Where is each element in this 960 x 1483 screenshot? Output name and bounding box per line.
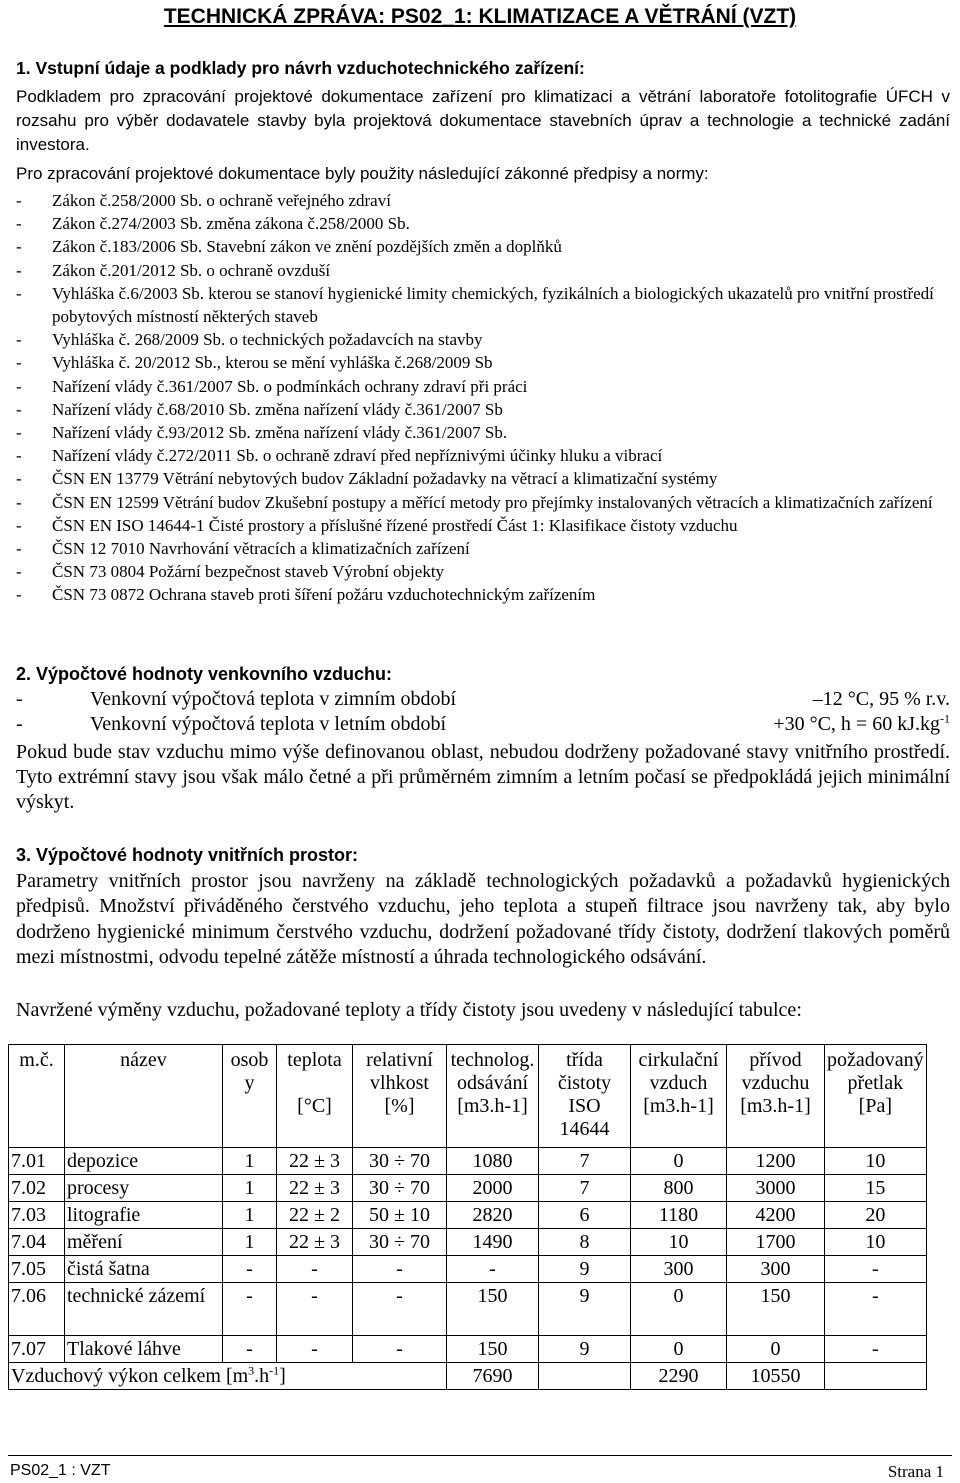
footer-page-number: Strana 1 [887, 1462, 944, 1481]
norm-item: - Zákon č.258/2000 Sb. o ochraně veřejného zdraví [16, 191, 391, 210]
table-row: 7.06 technické zázemí - - - 150 9 0 150 - [9, 1283, 927, 1336]
norm-item: - ČSN 12 7010 Navrhování větracích a klimatizačních zařízení [16, 539, 470, 559]
winter-temperature-value: –12 °C, 95 % r.v. [812, 688, 950, 710]
section-3-table-intro: Navržené výměny vzduchu, požadované teploty a třídy čistoty jsou uvedeny v následující tabulce: [16, 999, 802, 1021]
norm-item: - Nařízení vlády č.272/2011 Sb. o ochraně zdraví před nepříznivými účinky hluku a vibrací [16, 446, 663, 466]
footer-divider [8, 1455, 952, 1456]
table-row: 7.03 litografie 1 22 ± 2 50 ± 10 2820 6 1180 4200 20 [9, 1202, 927, 1229]
section-1-heading: 1. Vstupní údaje a podklady pro návrh vzduchotechnického zařízení: [16, 58, 585, 78]
header-circulating-air: cirkulační vzduch [m3.h-1] [631, 1045, 727, 1148]
section-2-note: Pokud bude stav vzduchu mimo výše definovanou oblast, nebudou dodrženy požadované stavy vnitřního prostředí. Tyto extrémní stavy jsou však málo četné a při průměrném zimním a letním počasí se předpokládá jejich minimální výskyt. [16, 741, 950, 813]
table-header-row [9, 1045, 927, 1148]
header-room-name: název [65, 1045, 223, 1148]
norm-item: - ČSN EN 12599 Větrání budov Zkušební postupy a měřící metody pro přejímky instalovaných větracích a klimatizačních zařízení [16, 492, 933, 512]
norm-item: - ČSN EN 13779 Větrání nebytových budov Základní požadavky na větrací a klimatizační systémy [16, 469, 718, 489]
norm-item: - Vyhláška č. 20/2012 Sb., kterou se mění vyhláška č.268/2009 Sb [16, 353, 493, 373]
table-row: 7.04 měření 1 22 ± 3 30 ÷ 70 1490 8 10 1700 10 [9, 1229, 927, 1256]
header-humidity: relativní vlhkost [%] [353, 1045, 447, 1148]
norm-item: - Zákon č.201/2012 Sb. o ochraně ovzduší [16, 260, 331, 280]
total-circulating-air: 2290 [631, 1363, 727, 1390]
section-3-text: Parametry vnitřních prostor jsou navrženy na základě technologických požadavků a požadavků hygienických předpisů. Množství přiváděného čerstvého vzduchu, jeho teplota a stupeň filtrace jsou navrženy tak, aby bylo dodrženo hygienické minimum čerstvého vzduchu, dodržení požadované třídy čistoty, dodržení tlakových poměrů mezi místnostmi, odvodu tepelné zátěže místností a úhrada technologického odsávání. [16, 870, 950, 969]
norm-item: - Zákon č.183/2006 Sb. Stavební zákon ve znění pozdějších změn a doplňků [16, 237, 562, 257]
norm-item: - Nařízení vlády č.361/2007 Sb. o podmínkách ochrany zdraví při práci [16, 376, 528, 396]
table-row: 7.05 čistá šatna - - - - 9 300 300 - [9, 1256, 927, 1283]
total-supply-air: 10550 [727, 1363, 825, 1390]
section-3-heading: 3. Výpočtové hodnoty vnitřních prostor: [16, 845, 359, 865]
section-1-intro: Podkladem pro zpracování projektové dokumentace zařízení pro klimatizaci a větrání laboratoře fotolitografie ÚFCH v rozsahu pro výběr dodavatele stavby byla projektová dokumentace stavebních úprav a technologie a technické zadání investora. [16, 87, 950, 154]
norm-item: - Vyhláška č. 268/2009 Sb. o technických požadavcích na stavby [16, 330, 483, 350]
norm-item: - Nařízení vlády č.68/2010 Sb. změna nařízení vlády č.361/2007 Sb [16, 399, 503, 419]
norm-item: - ČSN 73 0804 Požární bezpečnost staveb Výrobní objekty [16, 562, 445, 582]
header-supply-air: přívod vzduchu [m3.h-1] [727, 1045, 825, 1148]
header-room-number: m.č. [9, 1045, 65, 1148]
header-persons: osob y [223, 1045, 277, 1148]
room-parameters-table [8, 1044, 927, 1390]
document-title: TECHNICKÁ ZPRÁVA: PS02_1: KLIMATIZACE A VĚTRÁNÍ (VZT) [163, 5, 797, 28]
norm-item: - Zákon č.274/2003 Sb. změna zákona č.258/2000 Sb. [16, 214, 410, 234]
norm-item: - ČSN 73 0872 Ochrana staveb proti šíření požáru vzduchotechnickým zařízením [16, 585, 596, 605]
header-tech-exhaust: technolog. odsávání [m3.h-1] [447, 1045, 539, 1148]
header-temperature: teplota [°C] [277, 1045, 353, 1148]
summer-temperature-label: Venkovní výpočtová teplota v letním období [90, 713, 447, 735]
header-overpressure: požadovaný přetlak [Pa] [825, 1045, 927, 1148]
summer-temperature-value: +30 °C, h = 60 $kJ.kg^{-1}$ [773, 711, 950, 735]
section-2-heading: 2. Výpočtové hodnoty venkovního vzduchu: [16, 664, 393, 684]
table-row: 7.01 depozice 1 22 ± 3 30 ÷ 70 1080 7 0 1200 10 [9, 1148, 927, 1175]
norm-item: - Vyhláška č.6/2003 Sb. kterou se stanoví hygienické limity chemických, fyzikálních a biologických ukazatelů pro vnitřní prostředí pobytových místností některých staveb [16, 283, 934, 327]
table-row: 7.07 Tlakové láhve - - - 150 9 0 0 - [9, 1336, 927, 1363]
total-label: Vzduchový výkon celkem $[m^3.h^{-1}]$ [9, 1363, 447, 1390]
header-cleanliness-class: třída čistoty ISO 14644 [539, 1045, 631, 1148]
section-1-norms-intro: Pro zpracování projektové dokumentace byly použity následující zákonné předpisy a normy: [16, 164, 709, 183]
norm-item: - ČSN EN ISO 14644-1 Čisté prostory a příslušné řízené prostředí Část 1: Klasifikace čistoty vzduchu [16, 515, 738, 535]
table-total-row [9, 1363, 927, 1390]
footer-document-code: PS02_1 : VZT [10, 1462, 111, 1479]
table-row: 7.02 procesy 1 22 ± 3 30 ÷ 70 2000 7 800 3000 15 [9, 1175, 927, 1202]
winter-temperature-label: Venkovní výpočtová teplota v zimním období [90, 688, 457, 710]
total-tech-exhaust: 7690 [447, 1363, 539, 1390]
norms-list [16, 189, 956, 607]
norm-item: - Nařízení vlády č.93/2012 Sb. změna nařízení vlády č.361/2007 Sb. [16, 423, 508, 443]
